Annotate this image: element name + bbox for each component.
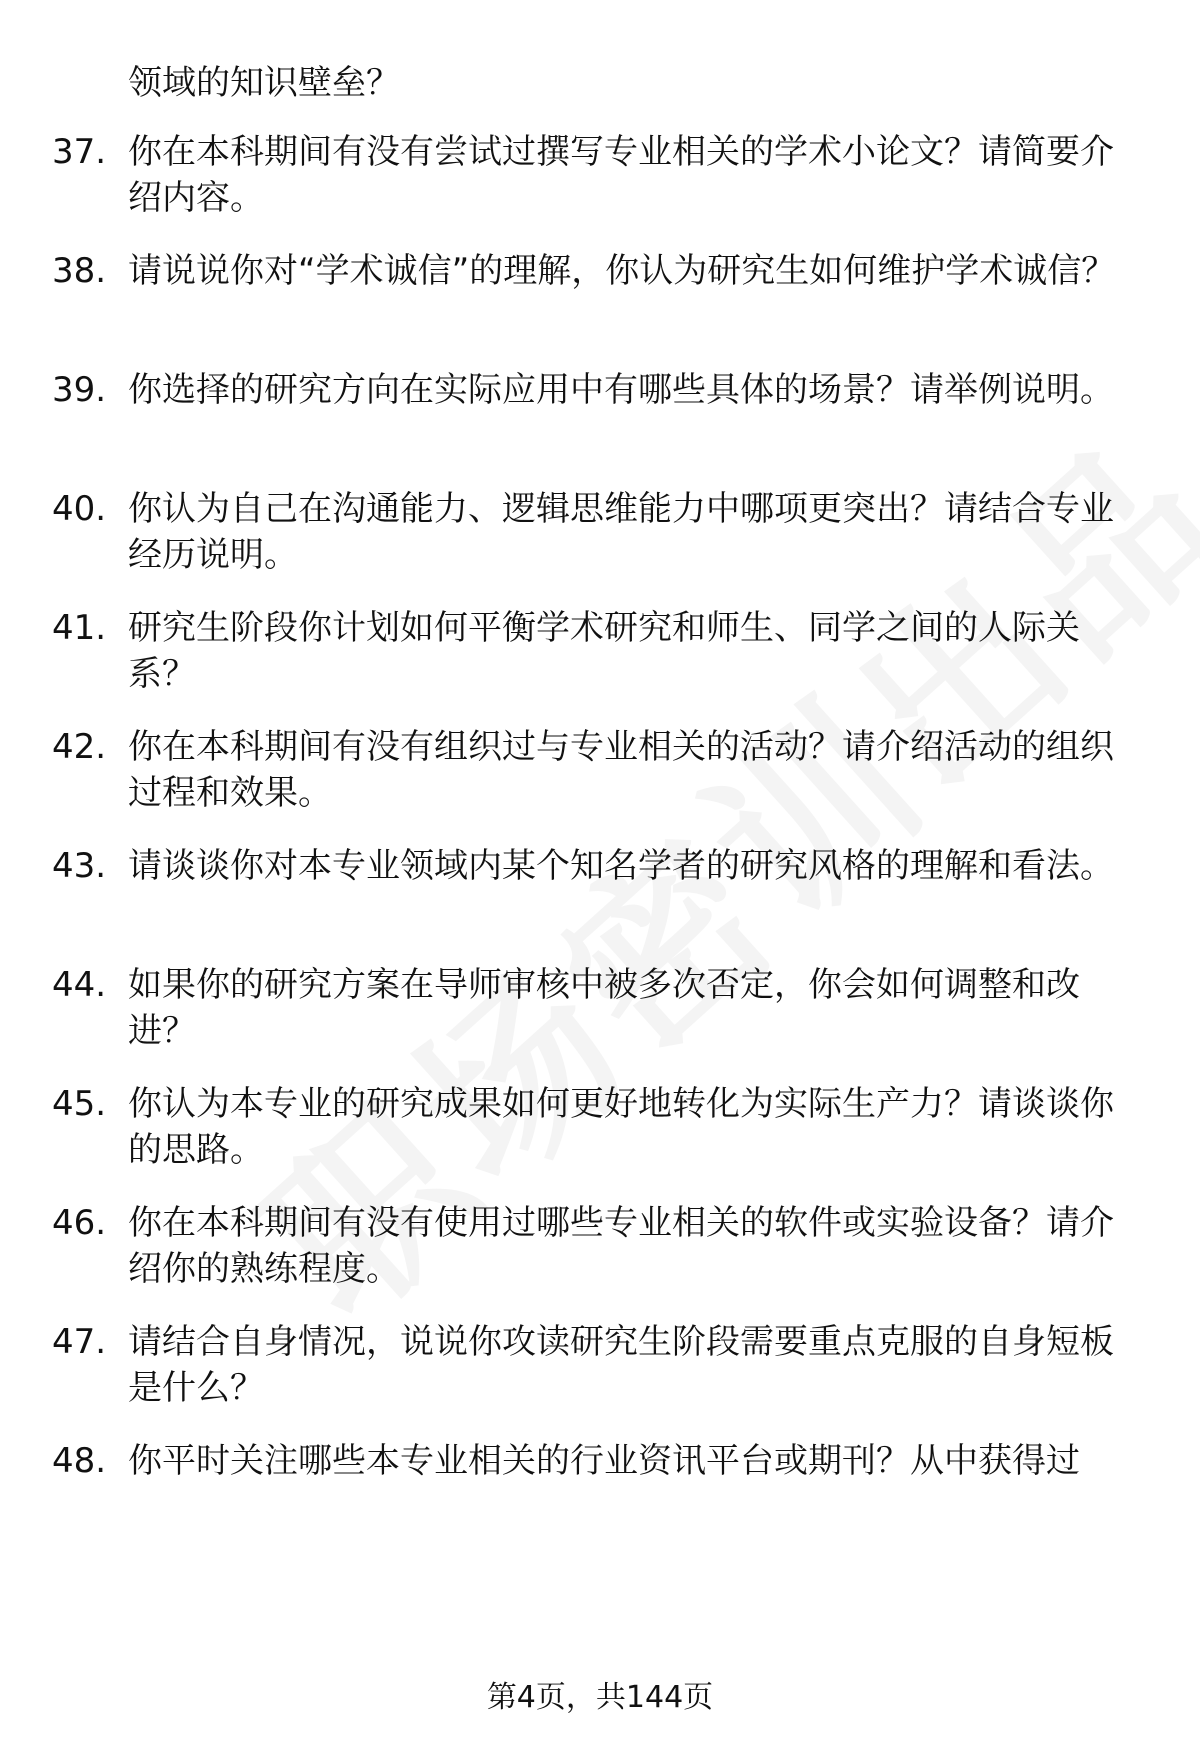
question-text: 你认为本专业的研究成果如何更好地转化为实际生产力？请谈谈你的思路。 xyxy=(128,1084,1114,1170)
question-text: 你在本科期间有没有组织过与专业相关的活动？请介绍活动的组织过程和效果。 xyxy=(128,727,1114,813)
question-item xyxy=(52,962,1142,1054)
question-number: 42. xyxy=(52,727,107,767)
question-number: 47. xyxy=(52,1322,107,1362)
continuation-text: 领域的知识壁垒？ xyxy=(128,63,400,103)
question-item xyxy=(52,486,1142,578)
question-item xyxy=(52,129,1142,221)
question-number: 41. xyxy=(52,608,107,648)
question-item xyxy=(52,1200,1142,1292)
question-item xyxy=(52,248,1142,294)
question-number: 38. xyxy=(52,251,107,291)
question-number: 44. xyxy=(52,965,107,1005)
question-item xyxy=(52,1438,1142,1484)
question-text: 请说说你对“学术诚信”的理解，你认为研究生如何维护学术诚信？ xyxy=(128,251,1116,291)
question-text: 你在本科期间有没有使用过哪些专业相关的软件或实验设备？请介绍你的熟练程度。 xyxy=(128,1203,1114,1289)
question-text: 你认为自己在沟通能力、逻辑思维能力中哪项更突出？请结合专业经历说明。 xyxy=(128,489,1114,575)
question-text: 你平时关注哪些本专业相关的行业资讯平台或期刊？从中获得过 xyxy=(128,1441,1080,1481)
question-text: 你在本科期间有没有尝试过撰写专业相关的学术小论文？请简要介绍内容。 xyxy=(128,132,1114,218)
question-number: 45. xyxy=(52,1084,107,1124)
question-text: 如果你的研究方案在导师审核中被多次否定，你会如何调整和改进？ xyxy=(128,965,1080,1051)
question-item xyxy=(52,1081,1142,1173)
question-number: 46. xyxy=(52,1203,107,1243)
question-item xyxy=(52,1319,1142,1411)
question-number: 43. xyxy=(52,846,107,886)
question-item xyxy=(52,724,1142,816)
question-text: 研究生阶段你计划如何平衡学术研究和师生、同学之间的人际关系？ xyxy=(128,608,1080,694)
question-text: 请谈谈你对本专业领域内某个知名学者的研究风格的理解和看法。 xyxy=(128,846,1114,886)
question-item xyxy=(52,605,1142,697)
question-item xyxy=(52,843,1142,889)
question-number: 37. xyxy=(52,132,107,172)
question-text: 你选择的研究方向在实际应用中有哪些具体的场景？请举例说明。 xyxy=(128,370,1114,410)
question-text: 请结合自身情况，说说你攻读研究生阶段需要重点克服的自身短板是什么？ xyxy=(128,1322,1114,1408)
page-footer: 第4页，共144页 xyxy=(486,1680,714,1715)
question-number: 48. xyxy=(52,1441,107,1481)
question-item xyxy=(52,367,1142,413)
question-number: 39. xyxy=(52,370,107,410)
question-number: 40. xyxy=(52,489,107,529)
